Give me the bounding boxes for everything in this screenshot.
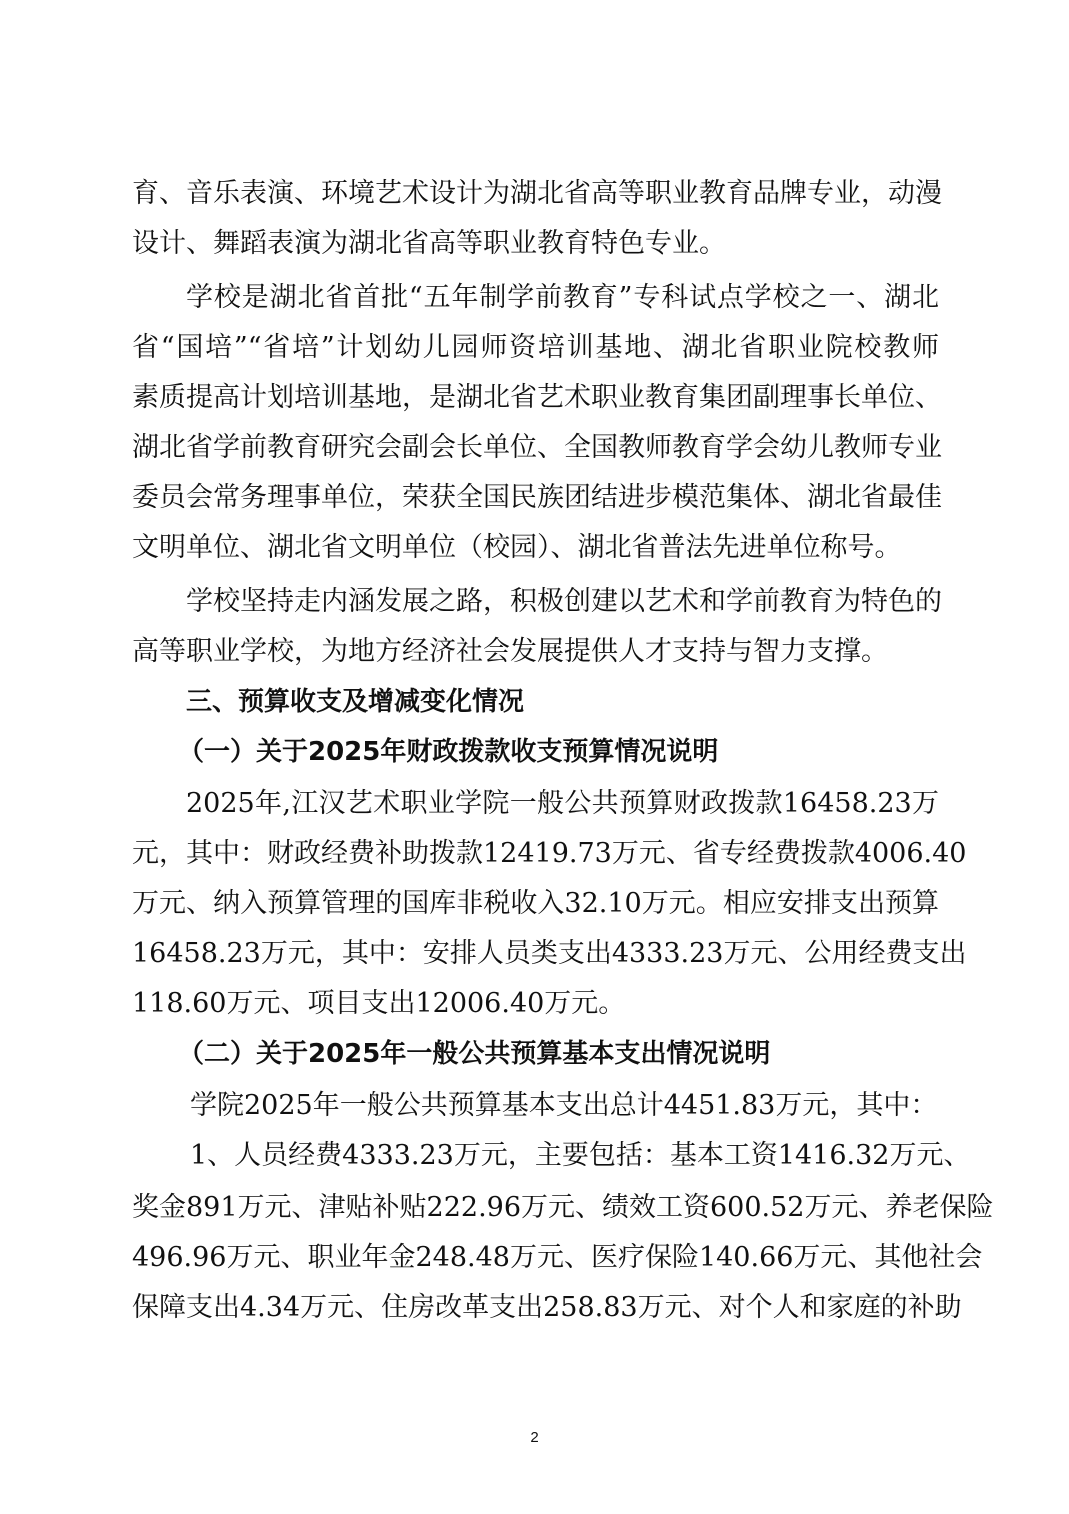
paragraph-line: 万元、纳入预算管理的国库非税收入32.10万元。相应安排支出预算 [132, 888, 939, 919]
paragraph-line: 文明单位、湖北省文明单位（校园）、湖北省普法先进单位称号。 [132, 532, 902, 563]
paragraph-line: 设计、舞蹈表演为湖北省高等职业教育特色专业。 [132, 228, 726, 259]
paragraph-line: 118.60万元、项目支出12006.40万元。 [132, 988, 626, 1019]
paragraph-line: 委员会常务理事单位，荣获全国民族团结进步模范集体、湖北省最佳 [132, 482, 942, 513]
paragraph-line: 省“国培”“省培”计划幼儿园师资培训基地、湖北省职业院校教师 [132, 332, 939, 363]
paragraph-line: 496.96万元、职业年金248.48万元、医疗保险140.66万元、其他社会 [132, 1242, 983, 1273]
paragraph-line: 素质提高计划培训基地，是湖北省艺术职业教育集团副理事长单位、 [132, 382, 942, 413]
paragraph-line: 高等职业学校，为地方经济社会发展提供人才支持与智力支撑。 [132, 636, 888, 667]
subsection-heading: （一）关于2025年财政拨款收支预算情况说明 [178, 737, 719, 767]
section-heading: 三、预算收支及增减变化情况 [186, 687, 525, 717]
paragraph-line: 元，其中：财政经费补助拨款12419.73万元、省专经费拨款4006.40 [132, 838, 967, 869]
paragraph-line: 育、音乐表演、环境艺术设计为湖北省高等职业教育品牌专业，动漫 [132, 178, 942, 209]
paragraph-line: 2025年,江汉艺术职业学院一般公共预算财政拨款16458.23万 [186, 788, 939, 819]
paragraph-line: 奖金891万元、津贴补贴222.96万元、绩效工资600.52万元、养老保险 [132, 1192, 994, 1223]
paragraph-line: 16458.23万元，其中：安排人员类支出4333.23万元、公用经费支出 [132, 938, 967, 969]
paragraph-line: 学校坚持走内涵发展之路，积极创建以艺术和学前教育为特色的 [186, 586, 942, 617]
paragraph-line: 1、人员经费4333.23万元，主要包括：基本工资1416.32万元、 [190, 1140, 971, 1171]
paragraph-line: 湖北省学前教育研究会副会长单位、全国教师教育学会幼儿教师专业 [132, 432, 942, 463]
paragraph-line: 保障支出4.34万元、住房改革支出258.83万元、对个人和家庭的补助 [132, 1292, 962, 1323]
paragraph-line: 学院2025年一般公共预算基本支出总计4451.83万元，其中： [190, 1090, 938, 1121]
paragraph-line: 学校是湖北省首批“五年制学前教育”专科试点学校之一、湖北 [186, 282, 939, 313]
page-number: 2 [530, 1429, 539, 1446]
subsection-heading: （二）关于2025年一般公共预算基本支出情况说明 [178, 1039, 771, 1069]
